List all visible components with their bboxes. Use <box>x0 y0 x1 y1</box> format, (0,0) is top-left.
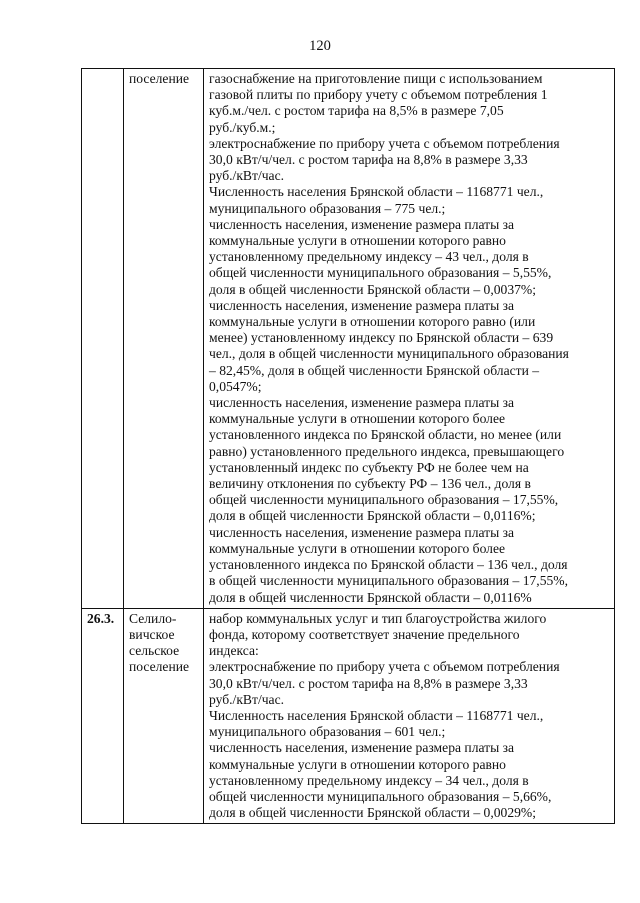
description-line: численность населения, изменение размера платы за <box>209 524 515 540</box>
description-paragraph <box>209 217 610 298</box>
description-paragraph <box>209 708 610 740</box>
description-line: коммунальные услуги в отношении которого более <box>209 540 506 556</box>
description-paragraph <box>209 71 610 136</box>
municipality-name-line: сельское <box>129 643 180 659</box>
description-line: доля в общей численности Брянской области – 0,0116% <box>209 589 532 605</box>
description-line: руб./кВт/час. <box>209 168 285 184</box>
description-line: доля в общей численности Брянской области – 0,0116%; <box>209 508 536 524</box>
description-line: величину отклонения по субъекту РФ – 136 чел., доля в <box>209 476 531 492</box>
description-line: – 82,45%, доля в общей численности Брянской области – <box>209 362 540 378</box>
description-line: набор коммунальных услуг и тип благоустройства жилого <box>209 610 547 626</box>
description-line: коммунальные услуги в отношении которого равно <box>209 233 506 249</box>
description-line: руб./куб.м.; <box>209 119 276 135</box>
municipality-name-cell <box>124 69 204 609</box>
row-number-cell: 26.3. <box>82 608 124 824</box>
description-line: руб./кВт/час. <box>209 691 285 707</box>
description-line: 0,0547%; <box>209 378 262 394</box>
description-line: общей численности муниципального образования – 5,55%, <box>209 265 552 281</box>
description-line: доля в общей численности Брянской области – 0,0037%; <box>209 281 537 297</box>
row-number-cell <box>82 69 124 609</box>
description-paragraph <box>209 659 610 708</box>
description-line: муниципального образования – 601 чел.; <box>209 724 446 740</box>
description-line: индекса: <box>209 643 259 659</box>
description-line: коммунальные услуги в отношении которого более <box>209 411 506 427</box>
description-paragraph <box>209 395 610 525</box>
description-line: численность населения, изменение размера платы за <box>209 297 515 313</box>
description-line: 30,0 кВт/ч/чел. с ростом тарифа на 8,8% в размере 3,33 <box>209 152 528 168</box>
description-line: численность населения, изменение размера платы за <box>209 395 515 411</box>
description-line: куб.м./чел. с ростом тарифа на 8,5% в размере 7,05 <box>209 103 504 119</box>
description-line: в общей численности муниципального образования – 17,55%, <box>209 573 569 589</box>
description-line: Численность населения Брянской области – 1168771 чел., <box>209 707 544 723</box>
page-number: 120 <box>309 38 331 54</box>
description-cell <box>204 69 615 609</box>
municipality-name-line: Селило- <box>129 610 177 626</box>
table-row <box>82 69 615 609</box>
municipality-name-cell <box>124 608 204 824</box>
description-line: газоснабжение на приготовление пищи с использованием <box>209 71 543 86</box>
description-line: электроснабжение по прибору учета с объемом потребления <box>209 135 560 151</box>
description-line: установленному предельному индексу – 43 чел., доля в <box>209 249 529 265</box>
table-row <box>82 608 615 824</box>
municipality-name-line: поселение <box>129 659 190 675</box>
description-line: газовой плиты по прибору учету с объемом потребления 1 <box>209 87 548 103</box>
description-line: общей численности муниципального образования – 17,55%, <box>209 492 559 508</box>
description-line: муниципального образования – 775 чел.; <box>209 200 446 216</box>
description-paragraph <box>209 184 610 216</box>
description-paragraph <box>209 611 610 660</box>
description-line: менее) установленному индексу по Брянской области – 639 <box>209 330 554 346</box>
municipal-data-table <box>81 68 615 824</box>
description-line: численность населения, изменение размера платы за <box>209 740 515 756</box>
description-line: 30,0 кВт/ч/чел. с ростом тарифа на 8,8% в размере 3,33 <box>209 675 528 691</box>
description-cell <box>204 608 615 824</box>
description-line: численность населения, изменение размера платы за <box>209 216 515 232</box>
description-paragraph <box>209 740 610 821</box>
description-line: установленному предельному индексу – 34 чел., доля в <box>209 772 529 788</box>
description-line: доля в общей численности Брянской области – 0,0029%; <box>209 805 537 821</box>
table-body <box>82 69 615 824</box>
municipality-name-line: поселение <box>129 71 190 86</box>
description-line: общей численности муниципального образования – 5,66%, <box>209 788 552 804</box>
description-paragraph <box>209 298 610 395</box>
description-line: Численность населения Брянской области – 1168771 чел., <box>209 184 544 200</box>
description-line: электроснабжение по прибору учета с объемом потребления <box>209 659 560 675</box>
description-line: фонда, которому соответствует значение предельного <box>209 626 520 642</box>
description-line: коммунальные услуги в отношении которого равно (или <box>209 314 536 330</box>
description-paragraph <box>209 136 610 185</box>
municipality-name-line: вичское <box>129 626 175 642</box>
description-line: установленный индекс по субъекту РФ не более чем на <box>209 459 529 475</box>
description-line: коммунальные услуги в отношении которого равно <box>209 756 506 772</box>
description-line: установленного индекса по Брянской области, но менее (или <box>209 427 562 443</box>
description-line: установленного индекса по Брянской области – 136 чел., доля <box>209 557 568 573</box>
description-line: равно) установленного предельного индекса, превышающего <box>209 443 565 459</box>
description-paragraph <box>209 525 610 606</box>
description-line: чел., доля в общей численности муниципального образования <box>209 346 569 362</box>
